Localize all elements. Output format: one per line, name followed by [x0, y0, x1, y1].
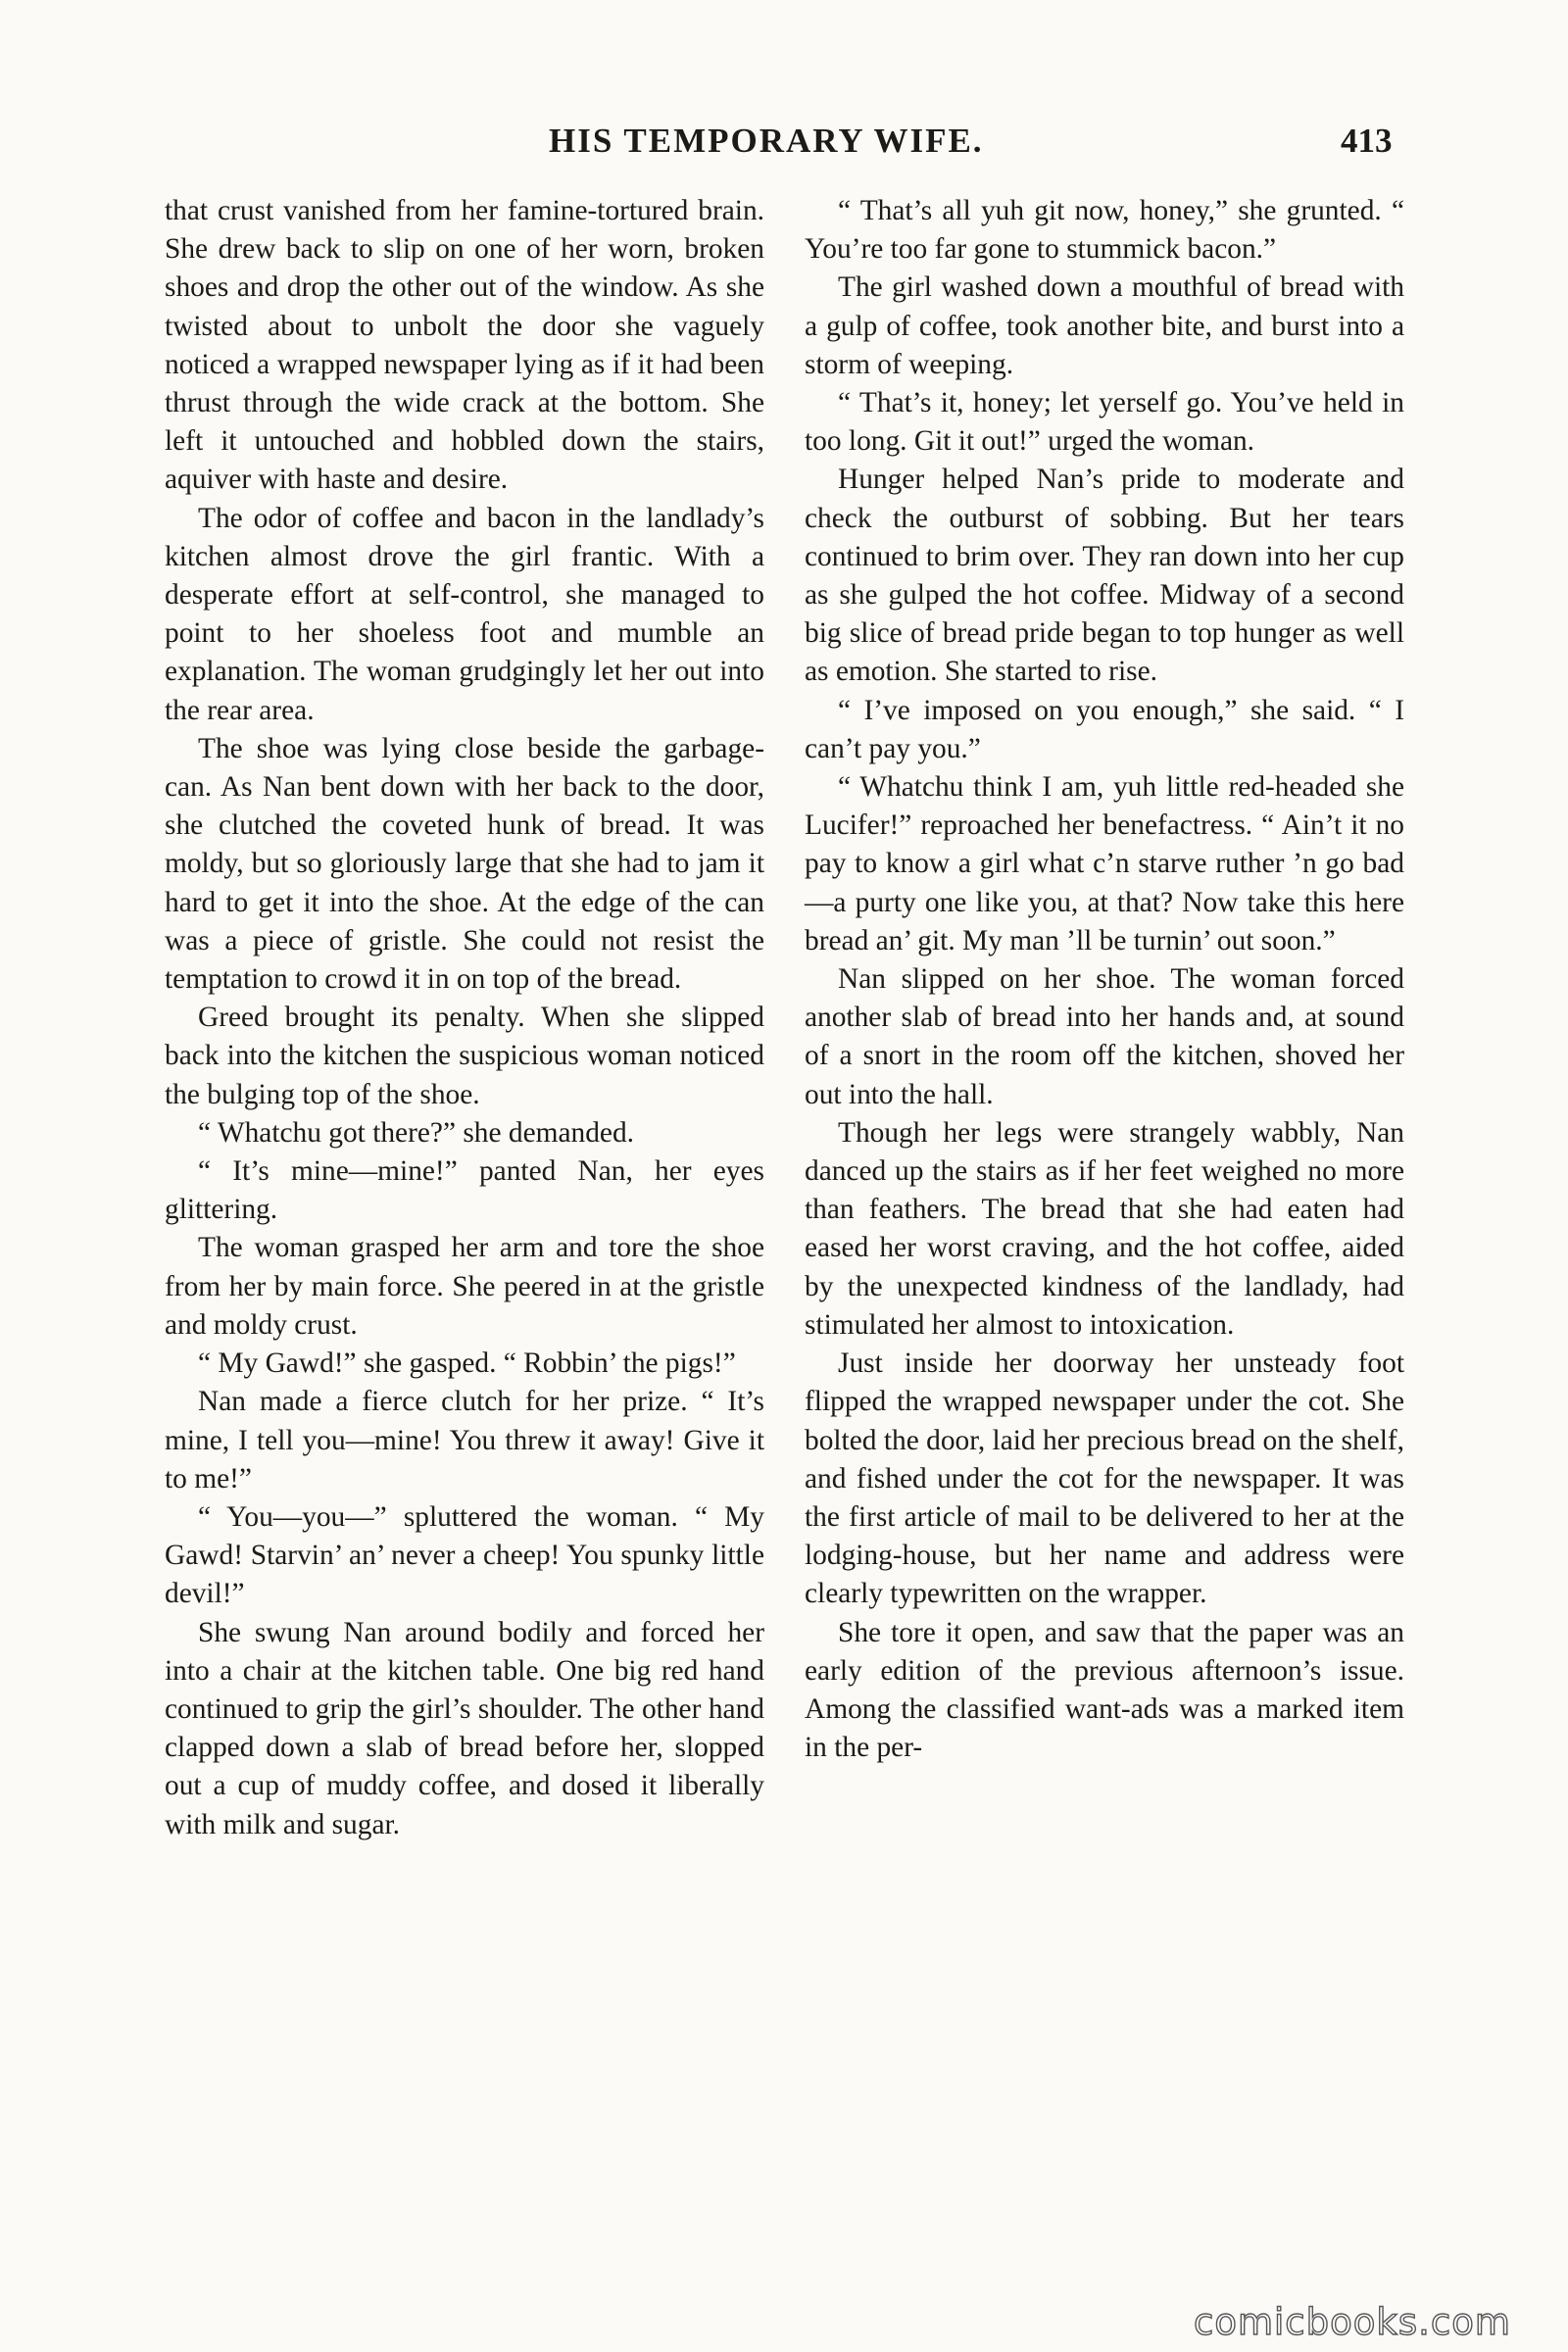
paragraph: that crust vanished from her famine-tortured brain. She drew back to slip on one of her worn, broken shoes and drop the other out of the window. As she twisted about to unbolt the door she vaguely noticed a wrapped newspaper lying as if it had been thrust through the wide crack at the bottom. She left it untouched and hobbled down the stairs, aquiver with haste and desire. [165, 195, 764, 496]
paragraph: “ I’ve imposed on you enough,” she said. “ I can’t pay you.” [805, 694, 1404, 764]
paragraph: The woman grasped her arm and tore the shoe from her by main force. She peered in at the gristle and moldy crust. [165, 1232, 764, 1341]
left-column [165, 192, 764, 1844]
paragraph: The odor of coffee and bacon in the landlady’s kitchen almost drove the girl frantic. With a desperate effort at self-control, she managed to point to her shoeless foot and mumble an explanation. The woman grudgingly let her out into the rear area. [165, 502, 764, 726]
paragraph: The girl washed down a mouthful of bread with a gulp of coffee, took another bite, and burst into a storm of weeping. [805, 271, 1404, 380]
paragraph: Just inside her doorway her unsteady foot flipped the wrapped newspaper under the cot. She bolted the door, laid her precious bread on the shelf, and fished under the cot for the newspaper. It was the first article of mail to be delivered to her at the lodging-house, but her name and address were clearly typewritten on the wrapper. [805, 1348, 1404, 1610]
paragraph: “ Whatchu got there?” she demanded. [198, 1116, 635, 1149]
watermark: comicbooks.com [1194, 2301, 1511, 2343]
paragraph: “ That’s all yuh git now, honey,” she grunted. “ You’re too far gone to stummick bacon.” [805, 195, 1404, 266]
paragraph: Though her legs were strangely wabbly, Nan danced up the stairs as if her feet weighed no more than feathers. The bread that she had eaten had eased her worst craving, and the hot coffee, aided by the unexpected kindness of the landlady, had stimulated her almost to intoxication. [805, 1116, 1404, 1341]
paragraph: She tore it open, and saw that the paper was an early edition of the previous afternoon’s issue. Among the classified want-ads was a marked item in the per- [805, 1616, 1404, 1764]
paragraph: “ Whatchu think I am, yuh little red-headed she Lucifer!” reproached her benefactress. “ Ain’t it no pay to know a girl what c’n starve ruther ’n go bad—a purty one like you, at that? Now take this here bread an’ git. My man ’ll be turnin’ out soon.” [805, 771, 1404, 956]
paragraph: “ It’s mine—mine!” panted Nan, her eyes glittering. [165, 1155, 764, 1226]
paragraph: “ That’s it, honey; let yerself go. You’ve held in too long. Git it out!” urged the woman. [805, 387, 1404, 458]
right-column [805, 192, 1404, 1767]
running-head [0, 122, 1568, 171]
paragraph: She swung Nan around bodily and forced her into a chair at the kitchen table. One big red hand continued to grip the girl’s shoulder. The other hand clapped down a slab of bread before her, slopped out a cup of muddy coffee, and dosed it liberally with milk and sugar. [165, 1616, 764, 1840]
page-number: 413 [1341, 122, 1393, 160]
paragraph: Hunger helped Nan’s pride to moderate and check the outburst of sobbing. But her tears continued to brim over. They ran down into her cup as she gulped the hot coffee. Midway of a second big slice of bread pride began to top hunger as well as emotion. She started to rise. [805, 464, 1404, 688]
paragraph: “ You—you—” spluttered the woman. “ My Gawd! Starvin’ an’ never a cheep! You spunky little devil!” [165, 1500, 764, 1610]
running-title: HIS TEMPORARY WIFE. [549, 122, 984, 160]
paragraph: Greed brought its penalty. When she slipped back into the kitchen the suspicious woman noticed the bulging top of the shoe. [165, 1002, 764, 1110]
paragraph: Nan made a fierce clutch for her prize. “ It’s mine, I tell you—mine! You threw it away! Give it to me!” [165, 1386, 764, 1494]
paragraph: Nan slipped on her shoe. The woman forced another slab of bread into her hands and, at sound of a snort in the room off the kitchen, shoved her out into the hall. [805, 963, 1404, 1110]
paragraph: The shoe was lying close beside the garbage-can. As Nan bent down with her back to the door, she clutched the coveted hunk of bread. It was moldy, but so gloriously large that she had to jam it hard to get it into the shoe. At the edge of the can was a piece of gristle. She could not resist the temptation to crowd it in on top of the bread. [165, 732, 764, 996]
paragraph: “ My Gawd!” she gasped. “ Robbin’ the pigs!” [198, 1348, 736, 1380]
